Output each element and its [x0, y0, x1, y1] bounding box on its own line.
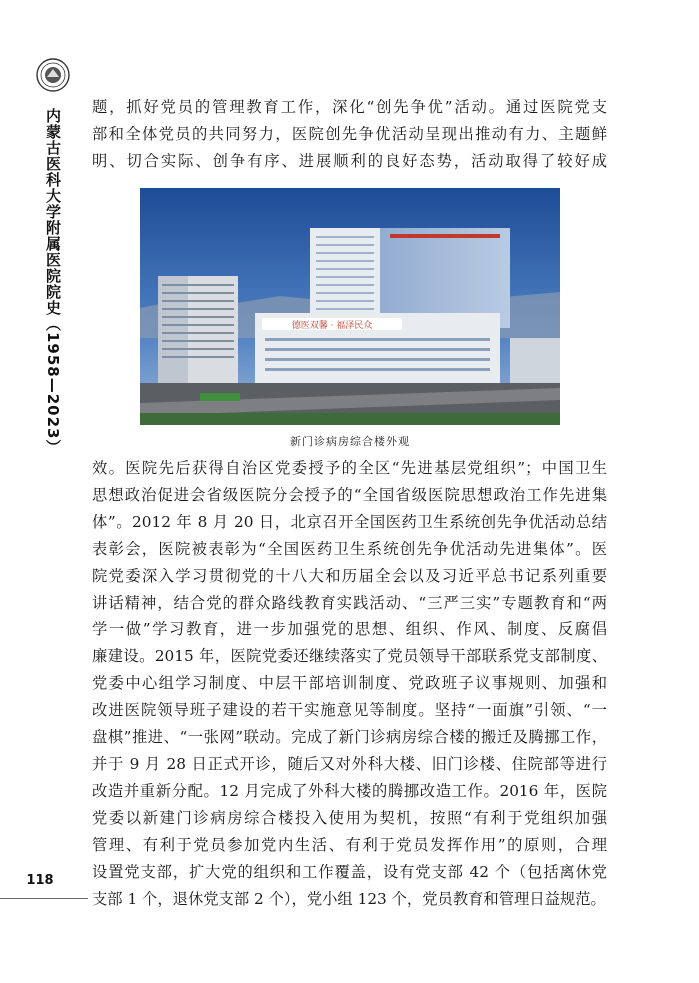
text-line: 学一做”学习教育，进一步加强党的思想、组织、作风、制度、反腐倡 — [92, 620, 607, 639]
book-title-vertical: 内蒙古医科大学附属医院院史（1958—2023） — [44, 108, 62, 456]
figure-caption: 新门诊病房综合楼外观 — [290, 435, 410, 448]
text-line: 设置党支部，扩大党的组织和工作覆盖，设有党支部 42 个（包括离休党 — [92, 862, 607, 881]
text-line: 廉建设。2015 年，医院党委还继续落实了党员领导干部联系党支部制度、 — [92, 647, 607, 666]
text-line: 院党委深入学习贯彻党的十八大和历届全会以及习近平总书记系列重要 — [92, 566, 607, 585]
text-line: 思想政治促进会省级医院分会授予的“全国省级医院思想政治工作先进集 — [92, 485, 607, 504]
text-line: 改进医院领导班子建设的若干实施意见等制度。坚持“一面旗”引领、“一 — [92, 701, 607, 720]
text-line: 管理、有利于党员参加党内生活、有利于党员发挥作用”的原则，合理 — [92, 835, 607, 854]
text-line: 效。医院先后获得自治区党委授予的全区“先进基层党组织”；中国卫生 — [92, 459, 607, 477]
text-line: 明、切合实际、创争有序、进展顺利的良好态势，活动取得了较好成 — [92, 151, 607, 170]
page-number: 118 — [26, 873, 54, 888]
university-seal-icon — [36, 58, 70, 92]
text-line: 党委以新建门诊病房综合楼投入使用为契机，按照“有利于党组织加强 — [92, 808, 607, 827]
hospital-building-photo — [140, 188, 560, 425]
building-banner: 德医双馨 · 福泽民众 — [291, 321, 373, 331]
text-line: 讲话精神，结合党的群众路线教育实践活动、“三严三实”专题教育和“两 — [92, 593, 607, 612]
paragraph-top — [92, 94, 607, 175]
paragraph-main — [92, 455, 607, 912]
text-line: 支部 1 个，退休党支部 2 个），党小组 123 个，党员教育和管理日益规范。 — [92, 889, 606, 908]
page-number-rule — [0, 898, 88, 899]
text-line: 盘棋”推进、“一张网”联动。完成了新门诊病房综合楼的搬迁及腾挪工作， — [92, 728, 607, 747]
text-line: 体”。2012 年 8 月 20 日，北京召开全国医药卫生系统创先争优活动总结 — [92, 512, 607, 531]
text-line: 并于 9 月 28 日正式开诊，随后又对外科大楼、旧门诊楼、住院部等进行 — [92, 754, 607, 773]
text-line: 党委中心组学习制度、中层干部培训制度、党政班子议事规则、加强和 — [92, 674, 607, 693]
text-line: 题，抓好党员的管理教育工作，深化“创先争优”活动。通过医院党支 — [92, 98, 607, 116]
text-line: 表彰会，医院被表彰为“全国医药卫生系统创先争优活动先进集体”。医 — [92, 539, 607, 558]
text-line: 改造并重新分配。12 月完成了外科大楼的腾挪改造工作。2016 年，医院 — [92, 781, 607, 800]
text-line: 部和全体党员的共同努力，医院创先争优活动呈现出推动有力、主题鲜 — [92, 124, 607, 143]
sidebar — [0, 0, 90, 983]
